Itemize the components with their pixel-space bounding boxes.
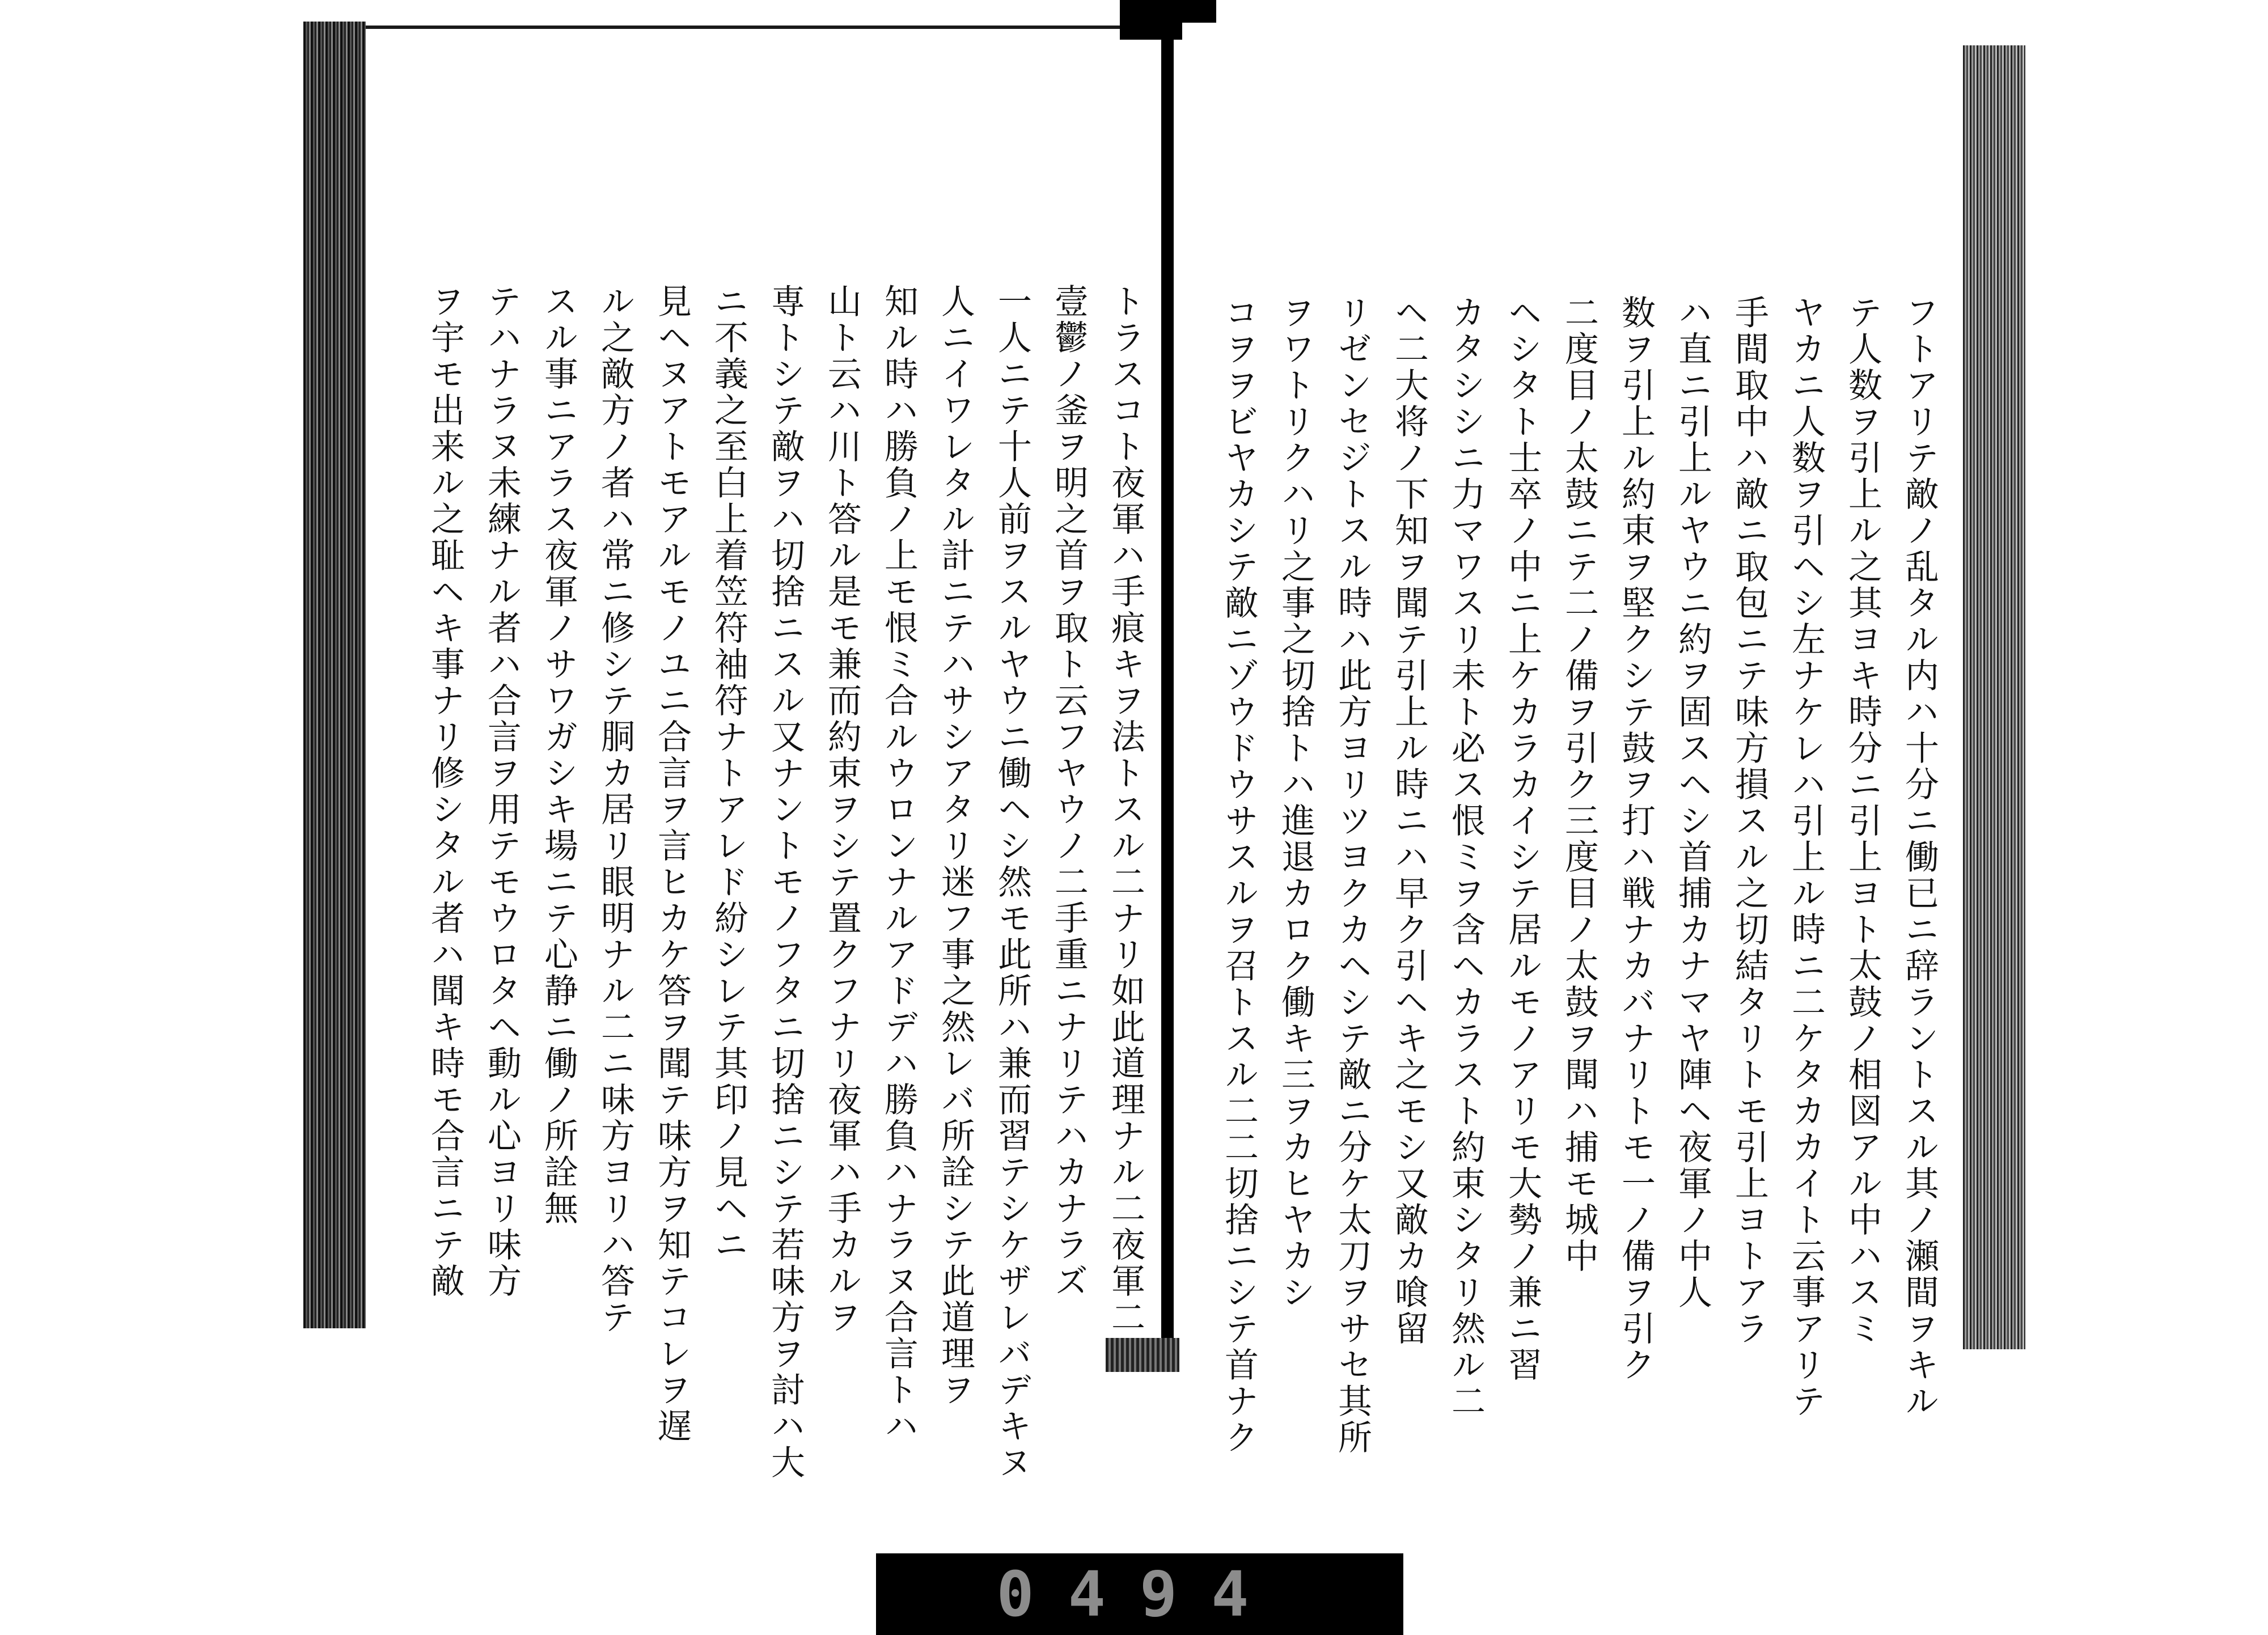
right-text-column: 数ヲ引上ル約束ヲ堅クシテ鼓ヲ打ハ戦ナカバナリトモ一ノ備ヲ引ク (1616, 295, 1656, 1383)
right-text-column: フトアリテ敵ノ乱タル内ハ十分ニ働已ニ辞ラントスル其ノ瀬間ヲキル (1899, 295, 1939, 1420)
right-text-column: ハ直ニ引上ルヤウニ約ヲ固スヘシ首捕カナマヤ陣ヘ夜軍ノ中人 (1673, 295, 1712, 1311)
left-text-column: 山ト云ハ川ト答ル是モ兼而約束ヲシテ置クフナリ夜軍ハ手カルヲ (822, 283, 862, 1336)
left-text-column: ヲ宇モ出来ル之耻ヘキ事ナリ修シタル者ハ聞キ時モ合言ニテ敵 (425, 283, 465, 1299)
left-text-column: テハナラヌ未練ナル者ハ合言ヲ用テモウロタヘ動ル心ヨリ味方 (482, 283, 522, 1299)
right-text-column: 手間取中ハ敵ニ取包ニテ味方損スル之切結タリトモ引上ヨトアラ (1729, 295, 1769, 1347)
left-text-column: スル事ニアラス夜軍ノサワガシキ場ニテ心静ニ働ノ所詮無 (539, 283, 578, 1227)
right-text-column: リゼンセジトスル時ハ此方ヨリツヨクカヘシテ敵ニ分ケ太刀ヲサセ其所 (1332, 295, 1372, 1456)
left-text-column: 一人ニテ十人前ヲスルヤウニ働ヘシ然モ此所ハ兼而習テシケザレバデキヌ (992, 283, 1032, 1481)
right-text-column: ヤカニ人数ヲ引ヘシ左ナケレハ引上ル時ニ二ケタカカイト云事アリテ (1786, 295, 1826, 1420)
stamp-number: 0494 (996, 1558, 1283, 1630)
right-text-column: ヘシタト士卒ノ中ニ上ケカラカイシテ居ルモノアリモ大勢ノ兼ニ習 (1503, 295, 1542, 1383)
right-text-column: ヲワトリクハリ之事之切捨トハ進退カロク働キ三ヲカヒヤカシ (1276, 295, 1315, 1311)
right-text-column: 二度目ノ太鼓ニテ二ノ備ヲ引ク三度目ノ太鼓ヲ聞ハ捕モ城中 (1559, 295, 1599, 1274)
left-text-column: ル之敵方ノ者ハ常ニ修シテ胴カ居リ眼明ナル二ニ味方ヨリハ答テ (595, 283, 635, 1336)
right-page-edge (1963, 45, 2025, 1349)
left-text-column: トラスコト夜軍ハ手痕キヲ法トスル二ナリ如此道理ナル二夜軍二 (1106, 283, 1145, 1336)
right-text-column: コヲヲビヤカシテ敵ニゾウドウサスルヲ召トスル二二切捨ニシテ首ナク (1219, 295, 1259, 1456)
left-text-column: ニ不義之至白上着笠符袖符ナトアレド紛シレテ其印ノ見ヘニ (709, 283, 748, 1263)
left-text-column: 知ル時ハ勝負ノ上モ恨ミ合ルウロンナルアドデハ勝負ハナラヌ合言トハ (879, 283, 919, 1445)
book-gutter (1161, 40, 1174, 1344)
left-text-column: 専トシテ敵ヲハ切捨ニスル又ナントモノフタニ切捨ニシテ若味方ヲ討ハ大 (765, 283, 805, 1481)
right-text-column: テ人数ヲ引上ル之其ヨキ時分ニ引上ヨト太鼓ノ相図アル中ハスミ (1843, 295, 1882, 1347)
left-page-edge (303, 22, 366, 1328)
left-text-column: 見ヘヌアトモアルモノユニ合言ヲ言ヒカケ答ヲ聞テ味方ヲ知テコレヲ遅 (652, 283, 692, 1445)
gutter-bottom-mark (1106, 1338, 1179, 1372)
left-text-column: 人ニイワレタル計ニテハサシアタリ迷フ事之然レバ所詮シテ此道理ヲ (936, 283, 975, 1408)
right-text-column: ヘ二大将ノ下知ヲ聞テ引上ル時ニハ早ク引ヘキ之モシ又敵カ喰留 (1389, 295, 1429, 1347)
left-text-column: 壹鬱ノ釜ヲ明之首ヲ取ト云フヤウノ二手重ニナリテハカナラズ (1049, 283, 1089, 1299)
right-text-column: カタシシニ力マワスリ未ト必ス恨ミヲ含ヘカラスト約束シタリ然ル二 (1446, 295, 1486, 1420)
